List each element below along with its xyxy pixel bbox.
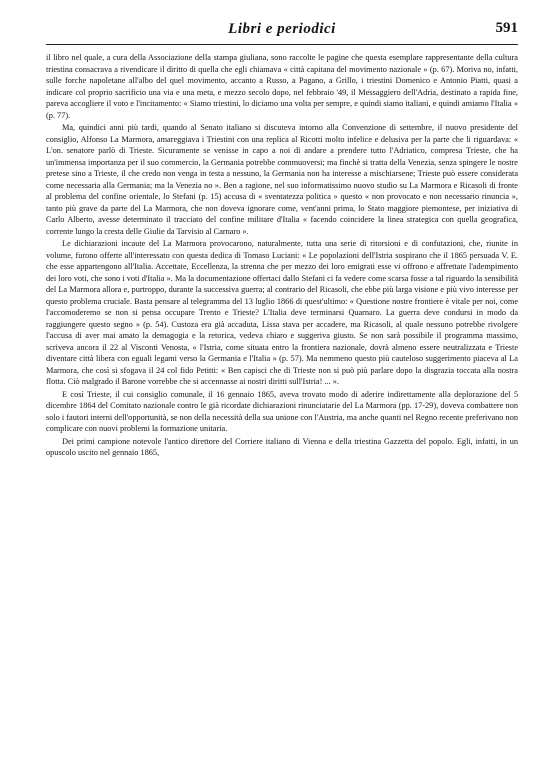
running-title: Libri e periodici: [228, 21, 336, 37]
paragraph-3: Le dichiarazioni incaute del La Marmora provocarono, naturalmente, tutta una serie di ritorsioni e di confutazioni, che, riunite in volume, furono offerte all'interessato con questa dedica di Tomaso Luciani: « Le popolazioni dell'Istria sospirano che il 1865 persuada V. E. che esse appartengono all'Italia. Accettate, Eccellenza, la strenna che per mezzo dei loro emigrati esse vi offrono e affrettate l'adempimento dei loro voti, che sono i voti d'Italia ». Ma la documentazione offertaci dallo Stefani ci fa vedere come scarsa fosse a tal riguardo la sensibilità del La Marmora allora e, purtroppo, durante la successiva guerra; al contrario del Ricasoli, che ebbe più larga visione e più vivo interesse per questo problema cruciale. Basta pensare al telegramma del 13 luglio 1866 di quest'ultimo: « Questione nostre frontiere è vitale per noi, come l'accomoderemo se non si pensa occupare Trento e Trieste? L'Italia deve terminarsi Quarnaro. La guerra deve condursi in modo da raggiungere questo segno » (p. 54). Custoza era già accaduta, Lissa stava per accadere, ma Ricasoli, al quale nessuno potrebbe rivolgere l'accusa di aver mai amato la demagogia e la retorica, vedeva chiaro e suggeriva giusto. Se non sarà possibile il programma massimo, scriveva ancora il 22 al Visconti Venosta, « l'Istria, come situata entro la frontiera nazionale, dovrà almeno essere neutralizzata e Trieste diventare città libera con eguali legami verso la Germania e l'Italia » (p. 57). Ma nemmeno questo più cauteloso suggerimento piaceva al La Marmora, che così si sfogava il 24 col fido Petitti: « Ben capisci che di Trieste non si può più parlare dopo la disgrazia toccata alla nostra flotta. Ciò malgrado il Barone vorrebbe che si accennasse ai nostri diritti sull'Istria! ... ».: [46, 239, 518, 386]
paragraph-1: il libro nel quale, a cura della Associazione della stampa giuliana, sono raccolte le pagine che questa esemplare rappresentante della cultura triestina consacrava a rivendicare il diritto di quella che egli chiamava « città capitana del movimento nazionale » (p. 67). Moriva no, infatti, sulle forche napoletane all'albo del quel movimento, accanto a Russo, a Pagano, a Grillo, i triestini Domenico e Antonio Piatti, quasi a indicare col proprio sacrificio una via e una meta, e mezzo secolo dopo, nel febbraio '49, il Messaggiero dell'Adria, destinato a rapida fine, pareva accogliere il voto e l'incitamento: « Siamo triestini, lo diciamo una volta per sempre, e quindi siamo italiani, e quindi amiamo l'Italia » (p. 77).: [46, 53, 518, 120]
paragraph-2: Ma, quindici anni più tardi, quando al Senato italiano si discuteva intorno alla Convenzione di settembre, il nuovo presidente del consiglio, Alfonso La Marmora, amareggiava i Triestini con una replica al Ricotti molto infelice e delusiva per la parte che li riguardava: « L'on. senatore parlò di Trieste. Sicuramente se venisse in capo a noi di andare a prendere tutto l'Adriatico, compresa Trieste, che ha un'immensa importanza per il suo commercio, la Germania potrebbe commuoversi; ma finchè si tratta della Venezia, senza spingere le nostre pretese sino a Trieste, il che credo non venga in testa a nessuno, la Germania non ha interesse a mischiarsene; Trieste può essere considerata come necessaria alla Germania; ma la Venezia no ». Ben a ragione, nel suo informatissimo nuovo studio su La Marmora e Ricasoli di fronte al problema del confine orientale, lo Stefani (p. 15) accusa di « sventatezza politica » questo « non provocato e non necessario rinuncia », tanto più grave da parte del La Marmora, che non doveva ignorare come, vent'anni prima, lo Stato maggiore piemontese, per iniziativa di Carlo Alberto, avesse determinato il tracciato del confine militare d'Italia « facendo coincidere la linea strategica con quella geografica, corrente lungo la cresta delle Giulie da Tarvisio al Carnaro ».: [46, 123, 518, 236]
paragraph-5: Dei primi campione notevole l'antico direttore del Corriere italiano di Vienna e della triestina Gazzetta del popolo. Egli, infatti, in un opuscolo uscito nel gennaio 1865,: [46, 436, 518, 457]
paragraph-4: E così Trieste, il cui consiglio comunale, il 16 gennaio 1865, aveva trovato modo di aderire indirettamente alla deplorazione del 5 dicembre 1864 del Comitato nazionale contro le già ricordate dichiarazioni rinunciatarie del La Marmora (pp. 17-29), doveva combattere non solo i fautori interni dell'opportunità, se non della necessità della sua unione con l'Austria, ma anche quanti nel Regno recente preferivano non complicare con nuovi problemi la formazione unitaria.: [46, 389, 518, 433]
body-text: [46, 52, 518, 459]
page-number: 591: [495, 20, 518, 36]
header-rule: [46, 44, 518, 45]
running-header: [46, 14, 518, 44]
